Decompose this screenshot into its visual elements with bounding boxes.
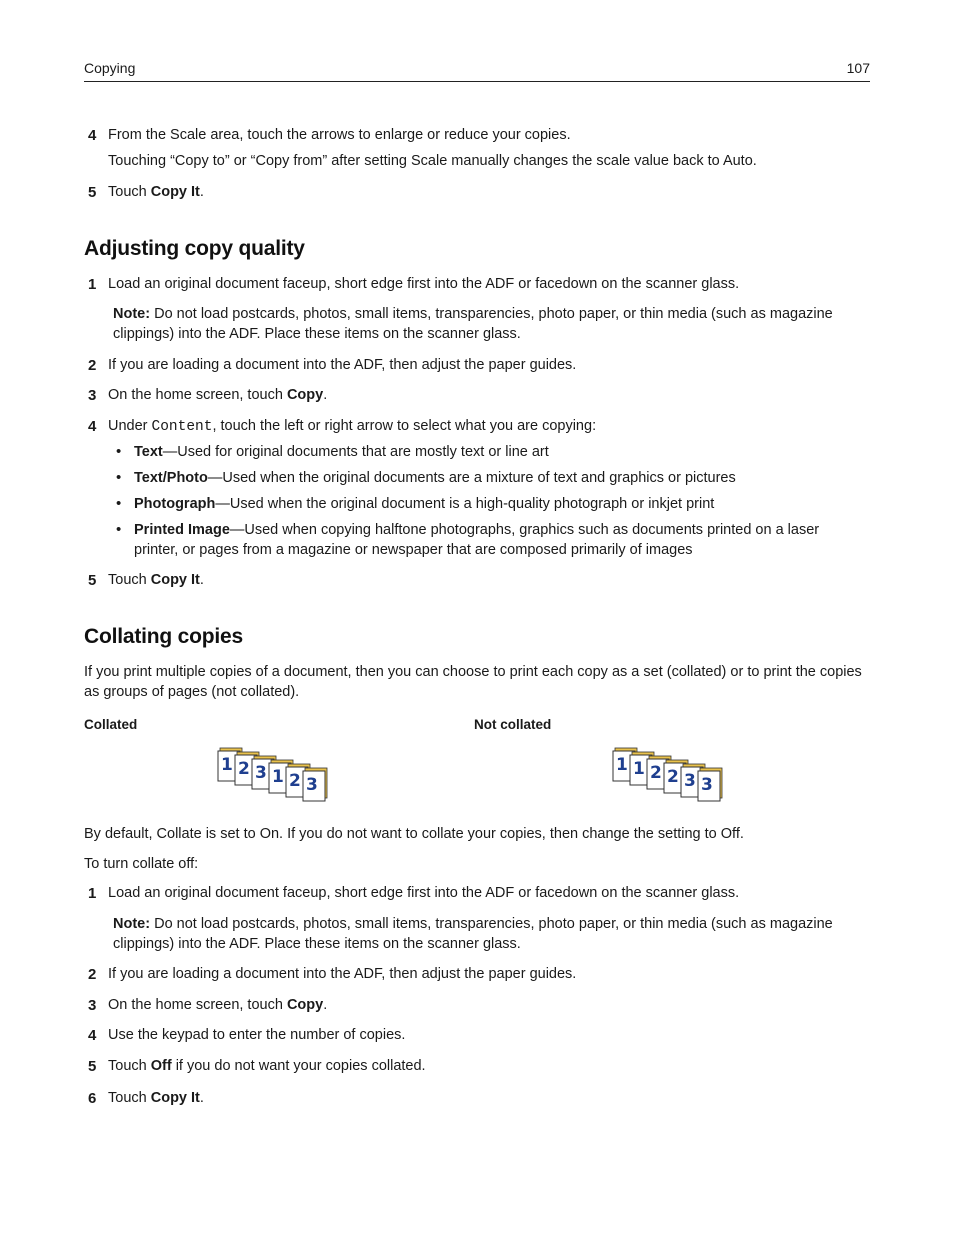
collate-note xyxy=(113,915,868,954)
quality-note xyxy=(113,305,868,344)
step-text: Touch Off if you do not want your copies collated. xyxy=(108,1058,426,1074)
page-sheet-icon xyxy=(303,768,327,801)
bullet-icon: • xyxy=(116,443,122,460)
page-number-label: 3 xyxy=(306,775,318,795)
note-label: Note: xyxy=(113,306,151,322)
step-text: If you are loading a document into the ADF, then adjust the paper guides. xyxy=(108,966,577,982)
step-text: Under Content, touch the left or right arrow to select what you are copying: xyxy=(108,418,597,435)
step-text: On the home screen, touch Copy. xyxy=(108,997,328,1013)
bullet-icon: • xyxy=(116,495,122,512)
step-text: Load an original document faceup, short edge first into the ADF or facedown on the scanner glass. xyxy=(108,276,740,292)
ui-label-copy-it: Copy It xyxy=(150,572,200,588)
step-text: On the home screen, touch Copy. xyxy=(108,387,328,403)
section-heading-quality: Adjusting copy quality xyxy=(84,237,305,260)
note-text: Do not load postcards, photos, small items, transparencies, photo paper, or thin media (such as magazine clippings) into the ADF. Place these items on the scanner glass. xyxy=(113,306,833,342)
page-header xyxy=(84,60,870,82)
collate-turn-off-text: To turn collate off: xyxy=(84,856,199,872)
step-number: 6 xyxy=(88,1090,97,1107)
step-number: 4 xyxy=(88,127,97,144)
step-text: Touch Copy It. xyxy=(108,184,204,200)
page-number-label: 2 xyxy=(650,763,662,783)
ui-label-copy-it: Copy It xyxy=(150,1090,200,1106)
scale-step-4-subtext: Touching “Copy to” or “Copy from” after setting Scale manually changes the scale value back to Auto. xyxy=(108,153,757,169)
header-section-title: Copying xyxy=(84,60,136,76)
step-number: 1 xyxy=(88,276,97,293)
section-heading-collate: Collating copies xyxy=(84,625,243,648)
step-text: From the Scale area, touch the arrows to enlarge or reduce your copies. xyxy=(108,127,571,143)
step-text: Use the keypad to enter the number of copies. xyxy=(108,1027,406,1043)
step-number: 1 xyxy=(88,885,97,902)
figure-label-not-collated: Not collated xyxy=(474,717,552,732)
page-number-label: 1 xyxy=(633,759,645,779)
step-text: Load an original document faceup, short edge first into the ADF or facedown on the scanner glass. xyxy=(108,885,740,901)
note-label: Note: xyxy=(113,916,151,932)
not-collated-pages-illustration xyxy=(611,746,731,810)
step-text: Touch Copy It. xyxy=(108,572,204,588)
note-text: Do not load postcards, photos, small items, transparencies, photo paper, or thin media (such as magazine clippings) into the ADF. Place these items on the scanner glass. xyxy=(113,916,833,952)
step-number: 3 xyxy=(88,387,97,404)
page-sheet-icon xyxy=(698,768,722,801)
step-number: 4 xyxy=(88,1027,97,1044)
step-number: 2 xyxy=(88,357,97,374)
page-number-label: 2 xyxy=(238,759,250,779)
collate-default-text: By default, Collate is set to On. If you do not want to collate your copies, then change the setting to Off. xyxy=(84,826,744,842)
step-text: Touch Copy It. xyxy=(108,1090,204,1106)
step-number: 5 xyxy=(88,1058,97,1075)
page-number-label: 3 xyxy=(255,763,267,783)
bullet-icon: • xyxy=(116,521,122,538)
step-number: 2 xyxy=(88,966,97,983)
page-number-label: 2 xyxy=(667,767,679,787)
step-number: 5 xyxy=(88,184,97,201)
ui-label-copy: Copy xyxy=(286,997,324,1013)
step-number: 4 xyxy=(88,418,97,435)
ui-label-copy-it: Copy It xyxy=(150,184,200,200)
header-page-number: 107 xyxy=(846,60,870,76)
step-number: 5 xyxy=(88,572,97,589)
collated-pages-illustration xyxy=(216,746,336,810)
page-number-label: 2 xyxy=(289,771,301,791)
ui-label-off: Off xyxy=(150,1058,172,1074)
page-number-label: 1 xyxy=(272,767,284,787)
page-number-label: 1 xyxy=(616,755,628,775)
bullet-icon: • xyxy=(116,469,122,486)
collate-intro: If you print multiple copies of a document, then you can choose to print each copy as a set (collated) or to print the copies as groups of pages (not collated). xyxy=(84,664,862,700)
page-number-label: 3 xyxy=(701,775,713,795)
figure-label-collated: Collated xyxy=(84,717,138,732)
page-number-label: 1 xyxy=(221,755,233,775)
step-number: 3 xyxy=(88,997,97,1014)
ui-label-copy: Copy xyxy=(286,387,324,403)
ui-label-content: Content xyxy=(151,419,213,435)
step-text: If you are loading a document into the ADF, then adjust the paper guides. xyxy=(108,357,577,373)
page-number-label: 3 xyxy=(684,771,696,791)
